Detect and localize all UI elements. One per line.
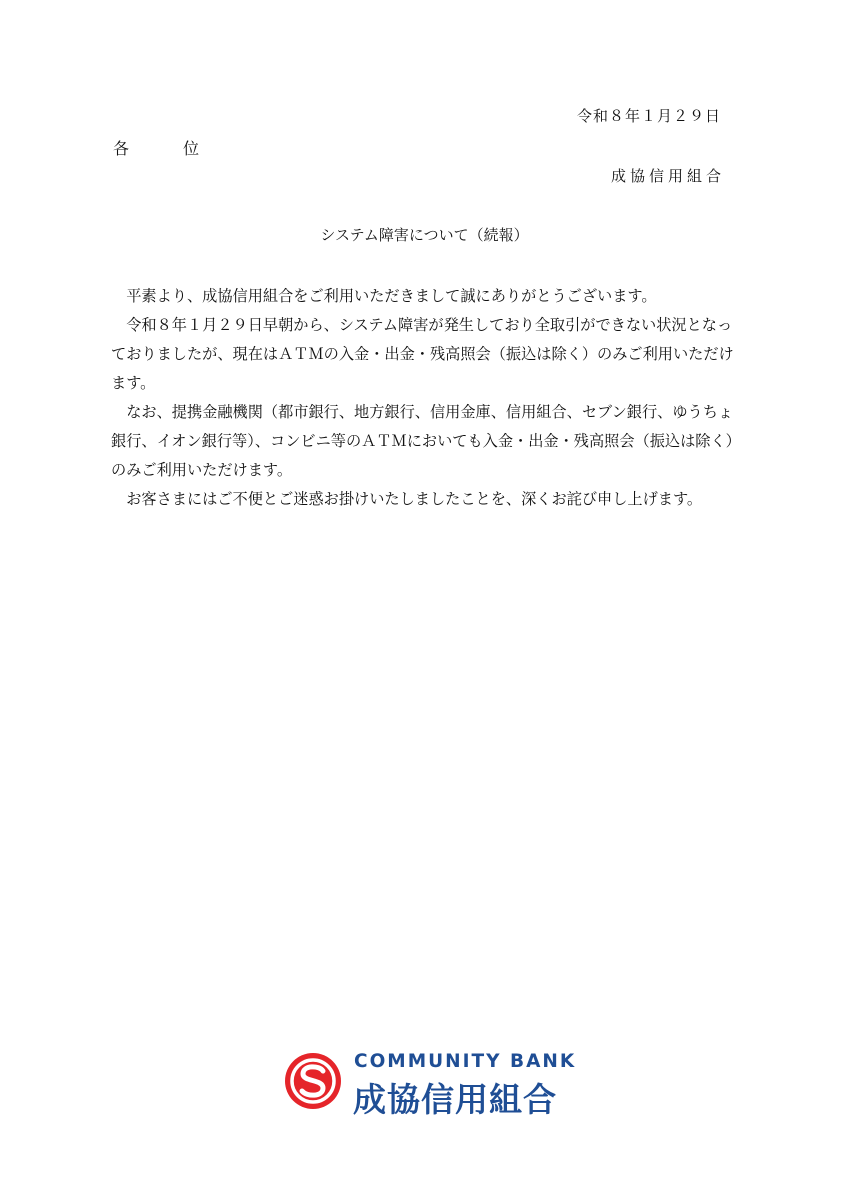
paragraph-3: なお、提携金融機関（都市銀行、地方銀行、信用金庫、信用組合、セブン銀行、ゆうちょ銀行、イオン銀行等）、コンビニ等のＡＴＭにおいても入金・出金・残高照会（振込は除く）のみご利用いただけます。	[111, 403, 734, 479]
document-date: 令和８年１月２９日	[576, 107, 721, 125]
addressee-part-2: 位	[183, 139, 200, 158]
logo-japanese-text: 成協信用組合	[353, 1080, 557, 1119]
s-circle-logo-icon	[283, 1051, 343, 1111]
paragraph-2: 令和８年１月２９日早朝から、システム障害が発生しており全取引ができない状況となっておりましたが、現在はＡＴＭの入金・出金・残高照会（振込は除く）のみご利用いただけます。	[111, 316, 734, 392]
logo-english-text: COMMUNITY BANK	[354, 1051, 577, 1072]
addressee-part-1: 各	[113, 139, 130, 158]
paragraph-1: 平素より、成協信用組合をご利用いただきまして誠にありがとうございます。	[126, 287, 657, 305]
paragraph-4: お客さまにはご不便とご迷惑お掛けいたしましたことを、深くお詫び申し上げます。	[126, 490, 703, 508]
addressee	[113, 136, 199, 159]
bank-logo	[283, 1048, 583, 1118]
sender-name: 成協信用組合	[610, 167, 725, 185]
document-title: システム障害について（続報）	[320, 226, 529, 244]
document-body	[111, 282, 739, 514]
